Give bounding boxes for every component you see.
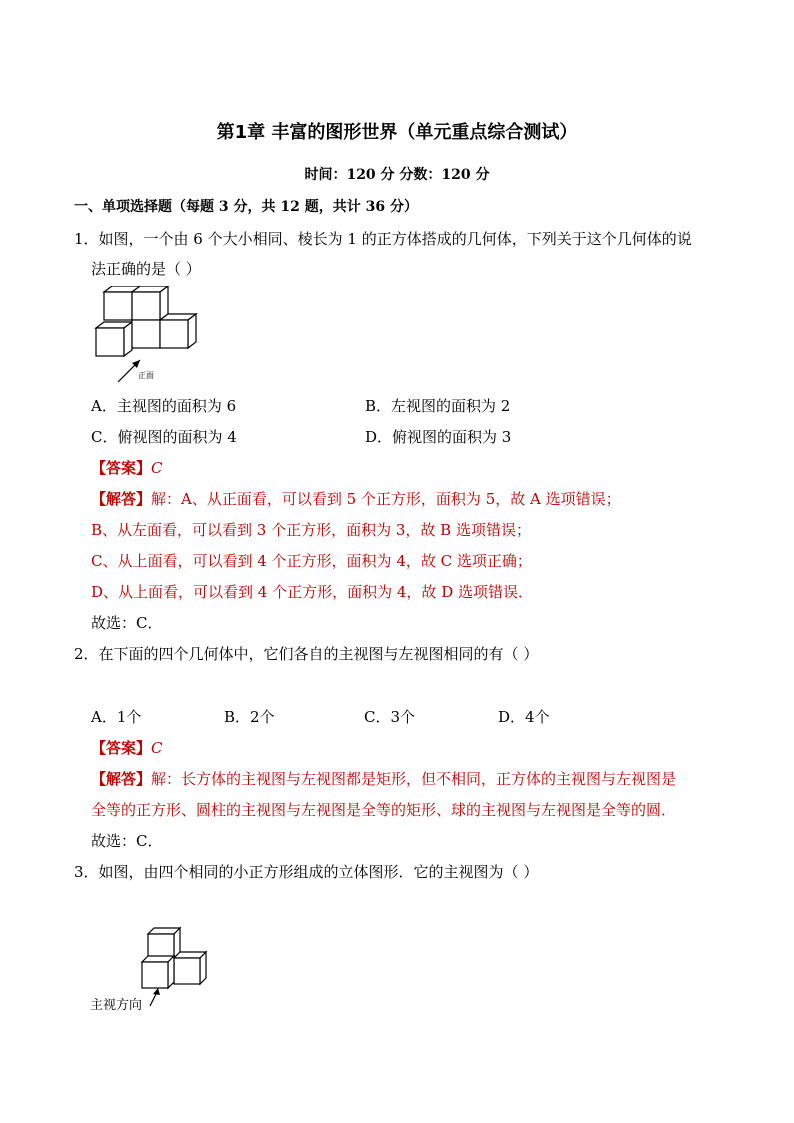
q3-stem: 3．如图，由四个相同的小正方形组成的立体图形．它的主视图为（ ） [74, 863, 539, 881]
q2-solution-line1 [91, 768, 676, 789]
q1-option-a: A．主视图的面积为 6 [91, 397, 237, 415]
q1-figure-label: 正面 [138, 371, 154, 380]
solution-tag: 【解答】 [91, 490, 152, 508]
q1-solution-line3: C、从上面看，可以看到 4 个正方形，面积为 4，故 C 选项正确； [91, 552, 532, 570]
exam-meta: 时间：120 分 分数：120 分 [304, 167, 490, 183]
q2-solution-line2: 全等的正方形、圆柱的主视图与左视图是全等的矩形、球的主视图与左视图是全等的圆． [91, 801, 677, 819]
solution-tag: 【解答】 [91, 770, 152, 788]
q2-option-b: B．2个 [224, 708, 275, 726]
q1-choose: 故选：C． [91, 614, 163, 632]
q2-choose: 故选：C． [91, 832, 163, 850]
q3-figure-label: 主视方向 [90, 998, 143, 1013]
q1-solution-line4: D、从上面看，可以看到 4 个正方形，面积为 4，故 D 选项错误． [91, 583, 533, 601]
q1-option-d: D．俯视图的面积为 3 [365, 428, 512, 446]
q2-option-c: C．3个 [364, 708, 416, 726]
solution-text: 解：长方体的主视图与左视图都是矩形，但不相同，正方体的主视图与左视图是 [151, 770, 677, 788]
q2-answer [91, 737, 163, 758]
answer-value: C [151, 739, 163, 757]
answer-value: C [151, 459, 163, 477]
q1-option-b: B．左视图的面积为 2 [365, 397, 511, 415]
q1-answer [91, 457, 163, 478]
section-heading: 一、单项选择题（每题 3 分，共 12 题，共计 36 分） [74, 199, 418, 215]
q1-option-c: C．俯视图的面积为 4 [91, 428, 237, 446]
q2-stem: 2．在下面的四个几何体中，它们各自的主视图与左视图相同的有（ ） [74, 645, 539, 663]
q3-cube-figure [136, 926, 212, 1010]
page-title: 第1章 丰富的图形世界（单元重点综合测试） [216, 122, 578, 143]
q2-option-d: D．4个 [498, 708, 550, 726]
answer-tag: 【答案】 [91, 739, 152, 757]
solution-text: 解：A、从正面看，可以看到 5 个正方形，面积为 5，故 A 选项错误； [151, 490, 621, 508]
q1-solution-line2: B、从左面看，可以看到 3 个正方形，面积为 3，故 B 选项错误； [91, 521, 531, 539]
answer-tag: 【答案】 [91, 459, 152, 477]
q2-option-a: A．1个 [91, 708, 142, 726]
q1-solution-line1 [91, 488, 621, 509]
q1-stem-line1: 1．如图，一个由 6 个大小相同、棱长为 1 的正方体搭成的几何体，下列关于这个几何体的说 [74, 230, 692, 248]
q1-stem-line2: 法正确的是（ ） [91, 260, 201, 278]
